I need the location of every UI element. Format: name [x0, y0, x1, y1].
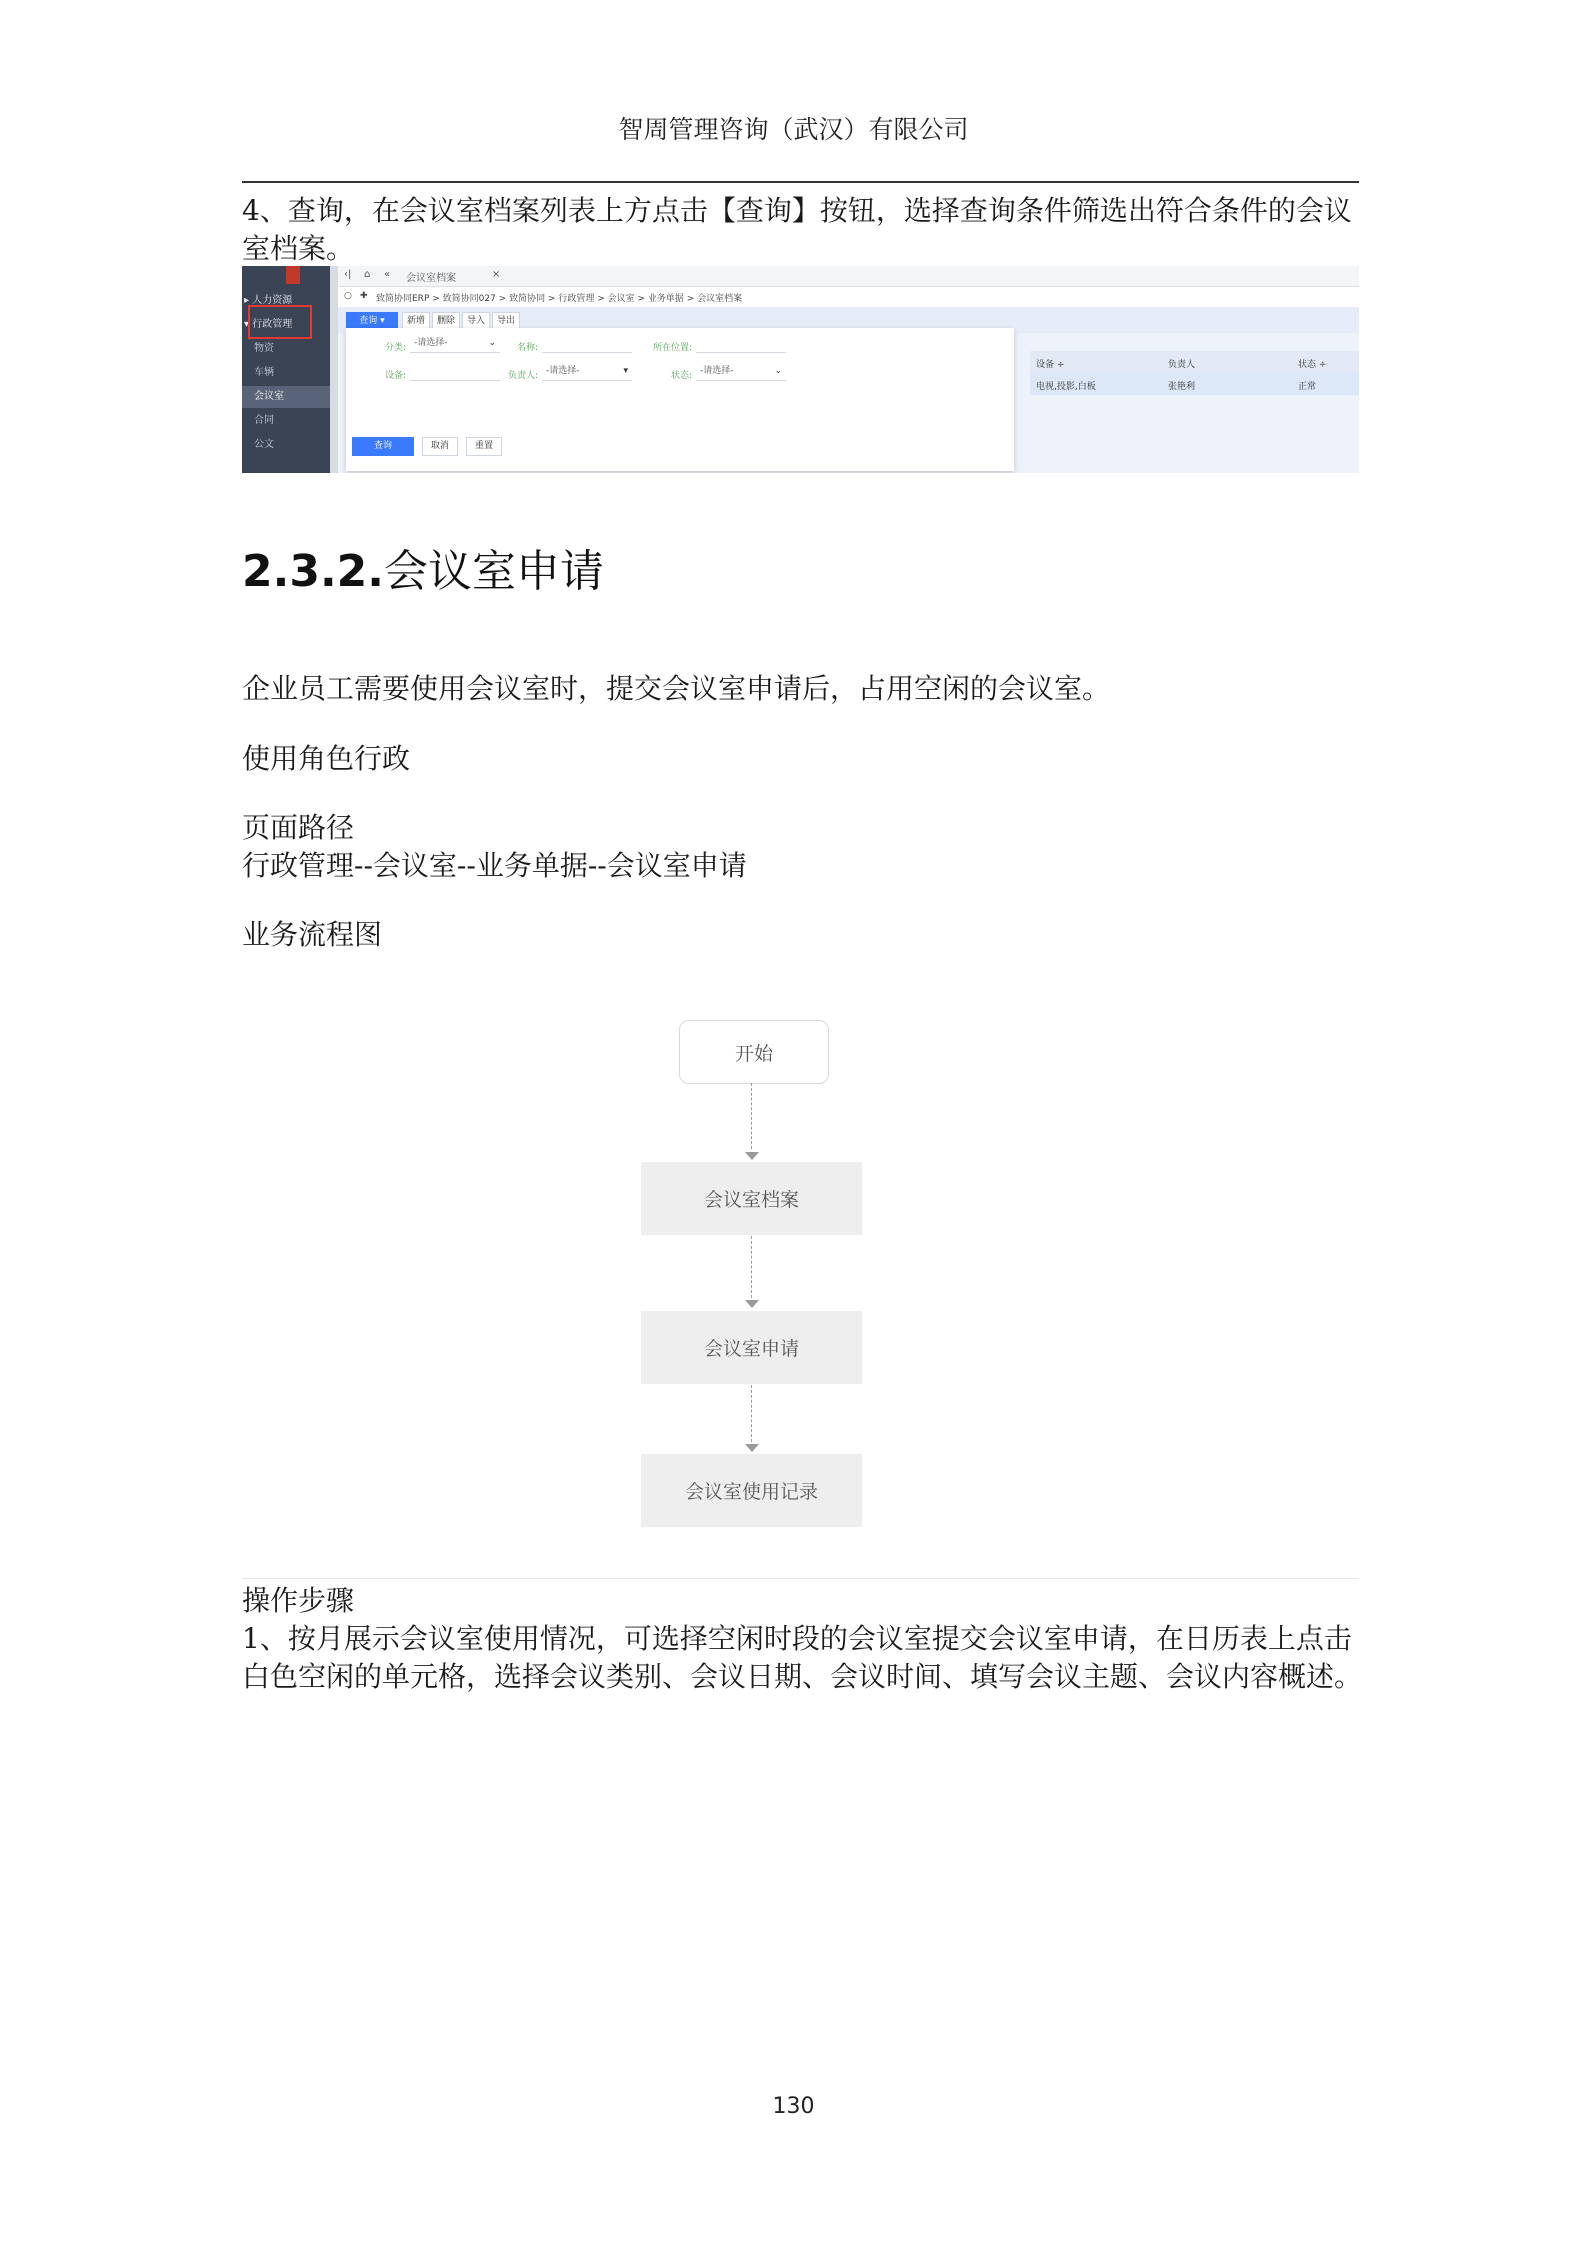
step1-paragraph	[242, 1620, 1363, 1696]
add-button[interactable]: 新增	[402, 312, 430, 331]
sidebar-item-meeting-room[interactable]: 会议室	[242, 386, 330, 408]
name-input[interactable]	[542, 334, 632, 353]
flow-start-node: 开始	[679, 1020, 829, 1084]
section-title: 会议室申请	[384, 546, 604, 597]
breadcrumb-bar	[338, 287, 1359, 307]
erp-screenshot	[242, 266, 1359, 473]
refresh-icon[interactable]: ○	[344, 291, 352, 301]
delete-button[interactable]: 删除	[432, 312, 460, 331]
highlight-box	[248, 305, 312, 339]
filter-reset-button[interactable]: 重置	[466, 437, 502, 456]
name-label: 名称:	[516, 343, 538, 353]
flow-node-meeting-room-archive: 会议室档案	[641, 1162, 862, 1235]
header-company: 智周管理咨询（武汉）有限公司	[618, 115, 969, 144]
flow-connector	[751, 1083, 752, 1149]
cell-status: 正常	[1298, 382, 1317, 392]
tab-bar	[338, 266, 1359, 287]
arrow-down-icon	[745, 1300, 759, 1308]
filter-cancel-button[interactable]: 取消	[422, 437, 458, 456]
sidebar-item-contract[interactable]: 合同	[254, 415, 274, 426]
sidebar-item-admin[interactable]: ▾ 行政管理	[244, 319, 293, 330]
breadcrumb: 致简协同ERP > 致简协同027 > 致简协同 > 行政管理 > 会议室 > 业务单据 > 会议室档案	[376, 294, 743, 304]
home-icon[interactable]: ⌂	[364, 269, 371, 280]
owner-value: -请选择-	[546, 366, 580, 376]
close-icon[interactable]: ×	[492, 269, 501, 280]
sidebar-scrollbar[interactable]	[330, 266, 338, 473]
caret-down-icon: ▾	[623, 366, 628, 376]
double-chevron-left-icon[interactable]: «	[384, 269, 391, 280]
column-header-owner[interactable]: 负责人	[1168, 360, 1196, 370]
status-value: -请选择-	[700, 366, 734, 376]
table-row[interactable]	[1030, 373, 1359, 395]
step1-line-1: 1、按月展示会议室使用情况，可选择空闲时段的会议室提交会议室申请，在日历表上点击	[242, 1622, 1352, 1655]
intro-paragraph: 企业员工需要使用会议室时，提交会议室申请后，占用空闲的会议室。	[242, 672, 1111, 705]
role-paragraph: 使用角色行政	[242, 742, 411, 775]
arrow-down-icon	[745, 1444, 759, 1452]
steps-label: 操作步骤	[242, 1584, 355, 1617]
path-label: 页面路径	[242, 811, 355, 844]
owner-select[interactable]	[542, 362, 632, 381]
column-header-equipment[interactable]: 设备 ÷	[1036, 360, 1065, 370]
flow-connector	[751, 1385, 752, 1442]
arrow-down-icon	[745, 1152, 759, 1160]
category-label: 分类:	[384, 343, 406, 353]
erp-sidebar	[242, 266, 330, 473]
flow-node-meeting-room-application: 会议室申请	[641, 1311, 862, 1384]
flow-node-meeting-room-usage-record: 会议室使用记录	[641, 1454, 862, 1527]
status-select[interactable]	[696, 362, 786, 381]
category-value: -请选择-	[414, 338, 448, 348]
column-header-status[interactable]: 状态 ÷	[1298, 360, 1327, 370]
cell-equipment: 电视,投影,白板	[1036, 382, 1096, 392]
sidebar-item-hr[interactable]: ▸ 人力资源	[244, 295, 293, 306]
export-button[interactable]: 导出	[492, 312, 520, 331]
sidebar-item-materials[interactable]: 物资	[254, 343, 274, 354]
archive-grid	[1030, 351, 1359, 473]
chevron-down-icon: ⌄	[488, 338, 496, 348]
caret-down-icon: ▾	[380, 316, 385, 326]
step4-line-1: 4、查询，在会议室档案列表上方点击【查询】按钮，选择查询条件筛选出符合条件的会议	[242, 194, 1352, 227]
page-path: 行政管理--会议室--业务单据--会议室申请	[242, 849, 747, 882]
step4-paragraph	[242, 192, 1359, 268]
page-number: 130	[772, 2094, 815, 2119]
status-label: 状态:	[670, 371, 692, 381]
header-divider	[242, 181, 1359, 183]
sidebar-item-documents[interactable]: 公文	[254, 439, 274, 450]
sidebar-item-label: 人力资源	[252, 295, 293, 306]
collapse-icon[interactable]: ‹|	[344, 269, 352, 280]
step1-line-2: 白色空闲的单元格，选择会议类别、会议日期、会议时间、填写会议主题、会议内容概述。	[242, 1660, 1363, 1693]
app-logo	[286, 266, 300, 284]
query-label: 查询	[359, 316, 378, 326]
flow-connector	[751, 1236, 752, 1298]
filter-query-button[interactable]: 查询	[352, 437, 414, 456]
chevron-down-icon: ⌄	[774, 366, 782, 376]
section-divider	[242, 1578, 1359, 1579]
step4-line-2: 室档案。	[242, 232, 355, 265]
location-input[interactable]	[696, 334, 786, 353]
tab-meeting-room-archive[interactable]: 会议室档案	[406, 273, 456, 284]
section-number: 2.3.2.	[242, 546, 384, 597]
cell-owner: 张艳利	[1168, 382, 1196, 392]
sidebar-item-label: 行政管理	[252, 319, 293, 330]
import-button[interactable]: 导入	[462, 312, 490, 331]
equipment-label: 设备:	[384, 371, 406, 381]
section-heading	[242, 535, 604, 599]
pin-icon[interactable]: ✚	[360, 291, 368, 301]
sidebar-item-vehicles[interactable]: 车辆	[254, 367, 274, 378]
owner-label: 负责人:	[507, 371, 538, 381]
flow-label: 业务流程图	[242, 918, 383, 951]
query-filter-panel	[346, 328, 1014, 471]
location-label: 所在位置:	[652, 343, 692, 353]
grid-header	[1030, 351, 1359, 373]
